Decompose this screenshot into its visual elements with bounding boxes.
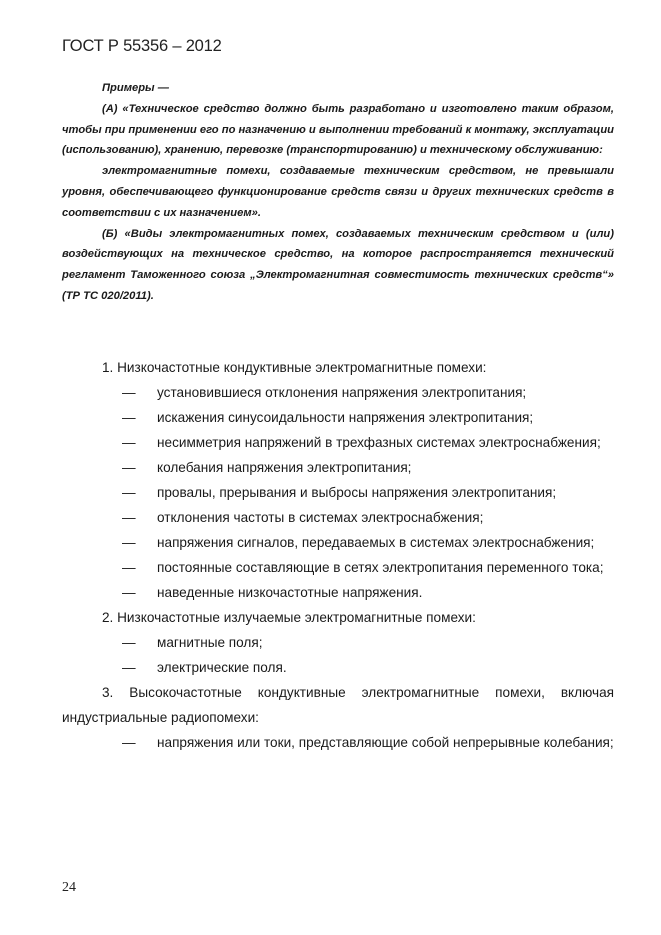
dash-marker: — bbox=[122, 510, 136, 525]
section-2-title: 2. Низкочастотные излучаемые электромагнитные помехи: bbox=[102, 610, 476, 625]
dash-marker: — bbox=[122, 535, 136, 550]
list-item: — постоянные составляющие в сетях электропитания переменного тока; bbox=[62, 555, 614, 580]
section-3-list bbox=[62, 730, 614, 755]
dash-marker: — bbox=[122, 485, 136, 500]
list-item: — электрические поля. bbox=[62, 655, 614, 680]
examples-heading: Примеры — bbox=[102, 82, 169, 94]
dash-marker: — bbox=[122, 660, 136, 675]
dash-marker: — bbox=[122, 560, 136, 575]
list-item: — искажения синусоидальности напряжения электропитания; bbox=[62, 405, 614, 430]
list-item: — несимметрия напряжений в трехфазных системах электроснабжения; bbox=[62, 430, 614, 455]
section-1-list bbox=[62, 380, 614, 605]
example-a-continuation: электромагнитные помехи, создаваемые техническим средством, не превышали уровня, обеспечивающего функционирование средств связи и других технических средств в соответствии с их назначением». bbox=[62, 165, 614, 219]
section-3-title: 3. Высокочастотные кондуктивные электромагнитные помехи, включая индустриальные радиопомехи: bbox=[62, 685, 614, 725]
page-number: 24 bbox=[62, 880, 76, 895]
list-item: — провалы, прерывания и выбросы напряжения электропитания; bbox=[62, 480, 614, 505]
dash-marker: — bbox=[122, 410, 136, 425]
examples-block bbox=[62, 78, 614, 307]
dash-marker: — bbox=[122, 435, 136, 450]
dash-marker: — bbox=[122, 635, 136, 650]
list-item: — напряжения или токи, представляющие собой непрерывные колебания; bbox=[62, 730, 614, 755]
list-item: — отклонения частоты в системах электроснабжения; bbox=[62, 505, 614, 530]
dash-marker: — bbox=[122, 585, 136, 600]
list-item: — магнитные поля; bbox=[62, 630, 614, 655]
section-1-title: 1. Низкочастотные кондуктивные электромагнитные помехи: bbox=[102, 360, 487, 375]
list-item: — установившиеся отклонения напряжения электропитания; bbox=[62, 380, 614, 405]
dash-marker: — bbox=[122, 460, 136, 475]
list-item: — колебания напряжения электропитания; bbox=[62, 455, 614, 480]
dash-marker: — bbox=[122, 735, 136, 750]
document-header: ГОСТ Р 55356 – 2012 bbox=[62, 37, 222, 55]
example-a-paragraph: (А) «Техническое средство должно быть разработано и изготовлено таким образом, чтобы при применении его по назначению и выполнении требований к монтажу, эксплуатации (использованию), хранению, перевозке (транспортированию) и техническому обслуживанию: bbox=[62, 102, 614, 157]
section-2-list bbox=[62, 630, 614, 680]
list-item: — наведенные низкочастотные напряжения. bbox=[62, 580, 614, 605]
main-content bbox=[62, 355, 614, 755]
example-b-paragraph: (Б) «Виды электромагнитных помех, создаваемых техническим средством и (или) воздействующих на техническое средство, на которое распространяется технический регламент Таможенного союза „Электромагнитная совместимость технических средств“» (ТР ТС 020/2011). bbox=[62, 227, 614, 302]
list-item: — напряжения сигналов, передаваемых в системах электроснабжения; bbox=[62, 530, 614, 555]
dash-marker: — bbox=[122, 385, 136, 400]
